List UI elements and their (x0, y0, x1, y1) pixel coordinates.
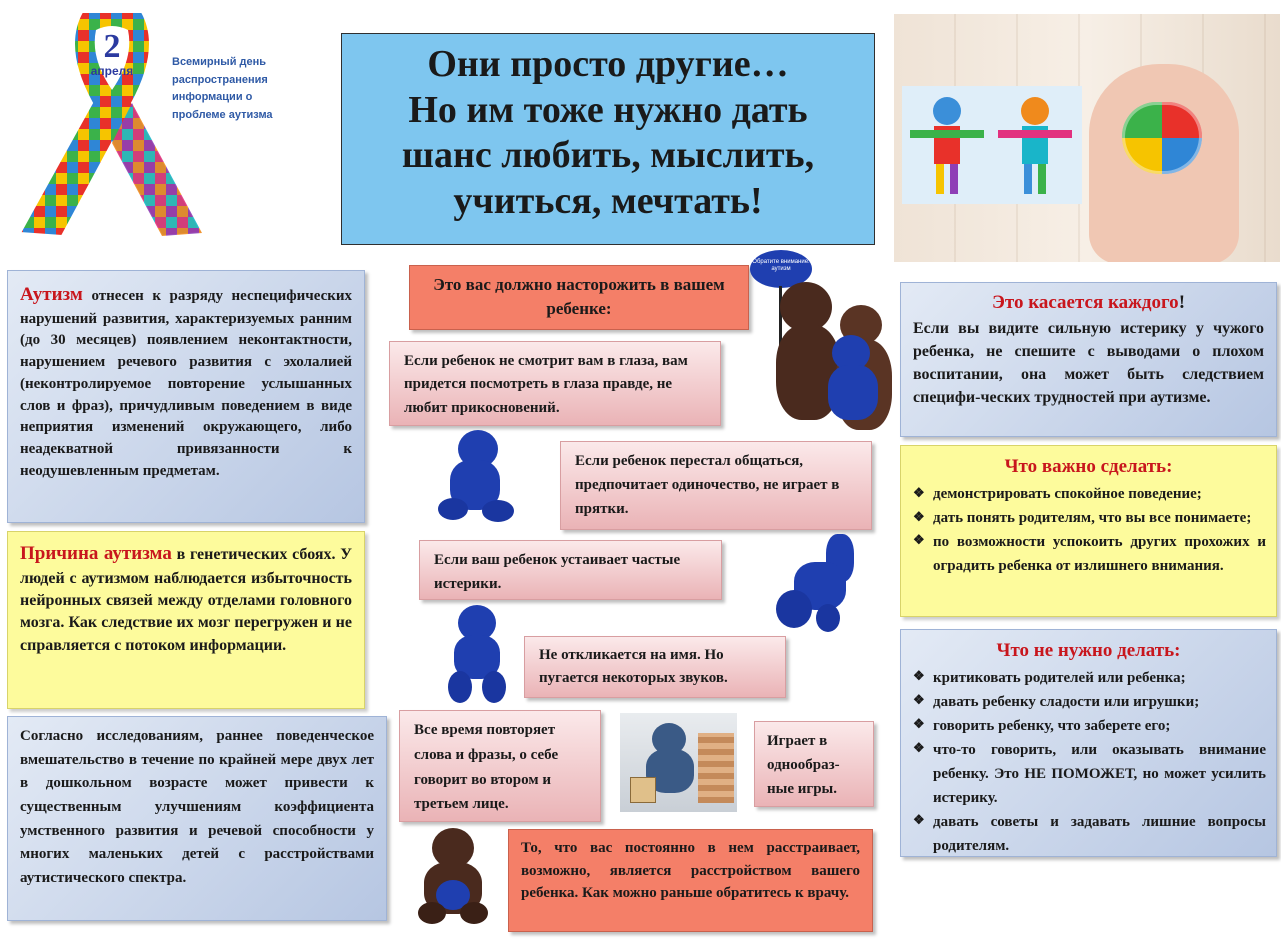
title-line-3: шанс любить, мыслить, (401, 134, 815, 177)
puzzle-heart-icon (1122, 102, 1202, 174)
everyone-exclaim: ! (1178, 292, 1186, 313)
dont-box (900, 629, 1277, 857)
alert-conclusion (508, 829, 873, 932)
title-line-2: Но им тоже нужно дать (408, 88, 808, 131)
autism-definition-box (7, 270, 365, 523)
todo-list (911, 483, 1266, 578)
logo-day-number: 2 (103, 28, 121, 65)
dont-item: ❖ давать советы и задавать лишние вопросы родителям. (911, 810, 1266, 858)
everyone-title: Это касается каждого (991, 292, 1179, 313)
alert-sign-2-text: Если ребенок перестал общаться, предпочитает одиночество, не играет в прятки. (575, 453, 840, 517)
research-text: Согласно исследованиям, раннее поведенческое вмешательство в течение по крайней мере двух лет в дошкольном возрасте может привести к существенным улучшениям коэффициента умственного развития и речевой способности у многих маленьких детей с расстройствами аутистического спектра. (20, 728, 374, 887)
logo-day-month: апреля (90, 64, 134, 78)
autism-definition-text: отнесен к разряду неспецифических нарушений развития, характеризуемых ранним (до 30 месяцев) появлением неконтактности, нарушением речевого развития с эхолалией (неконтролируемое повторение услышанных слов и фраз), причудливым поведением в виде неприятия изменений окружающего, либо неадекватной привязанности к неодушевленным предметам. (20, 288, 353, 479)
hands-heart-photo (894, 14, 1280, 262)
alert-sign-4-text: Не откликается на имя. Но пугается некоторых звуков. (539, 647, 728, 686)
research-box (7, 716, 387, 921)
blue-bear-standing (440, 605, 514, 705)
alert-conclusion-text: То, что вас постоянно в нем расстраивает, возможно, является расстройством вашего ребенка. Как можно раньше обратитесь к врачу. (521, 840, 860, 901)
cause-term: Причина аутизма (20, 543, 172, 564)
title-line-1: Они просто другие… (427, 43, 789, 85)
alert-sign-5-text: Все время повторяет слова и фразы, о себе говорит во втором и третьем лице. (414, 722, 559, 813)
dont-item: ❖ давать ребенку сладости или игрушки; (911, 690, 1266, 714)
autism-term: Аутизм (20, 284, 83, 305)
page-title (341, 33, 875, 245)
alert-header (409, 265, 749, 330)
alert-sign-2 (560, 441, 872, 530)
bear-with-blocks-photo (620, 713, 737, 812)
alert-sign-1-text: Если ребенок не смотрит вам в глаза, вам придется посмотреть в глаза правде, не любит прикосновений. (404, 353, 688, 416)
todo-item: ❖ по возможности успокоить других прохожих и оградить ребенка от излишнего внимания. (911, 530, 1266, 578)
alert-sign-3-text: Если ваш ребенок устаивает частые истерики. (434, 552, 681, 592)
blue-bear-tumbling (776, 534, 858, 634)
awareness-logo (12, 8, 302, 243)
todo-item: ❖ дать понять родителям, что вы все понимаете; (911, 507, 1266, 530)
dont-item: ❖ говорить ребенку, что заберете его; (911, 714, 1266, 738)
sign-icon: Обратите внимание: аутизм (750, 250, 812, 288)
blue-bear-covering-eyes (436, 428, 516, 528)
todo-title: Что важно сделать: (1004, 456, 1173, 477)
alert-sign-6 (754, 721, 874, 807)
bears-with-sign (750, 250, 900, 440)
everyone-title-row (913, 289, 1264, 317)
everyone-text: Если вы видите сильную истерику у чужого ребенка, не спешите с выводами о плохом воспитании, она может быть следствием специфи-ческих трудностей при аутизме. (913, 319, 1264, 407)
dont-item: ❖ критиковать родителей или ребенка; (911, 666, 1266, 690)
alert-sign-6-text: Играет в однообраз-ные игры. (767, 733, 840, 797)
alert-sign-1 (389, 341, 721, 426)
alert-header-text: Это вас должно насторожить в вашем ребенке: (433, 275, 725, 318)
cause-text: в генетических сбоях. У людей с аутизмом наблюдается избыточность нейронных связей между отделами головного мозга. Как следствие их мозг перегружен и не справляется с потоком информации. (20, 546, 353, 654)
logo-caption: Всемирный день распространения информации о проблеме аутизма (172, 56, 273, 121)
alert-sign-4 (524, 636, 786, 698)
todo-box (900, 445, 1277, 617)
everyone-box (900, 282, 1277, 437)
title-line-4: учиться, мечтать! (453, 179, 763, 222)
dont-item: ❖ что-то говорить, или оказывать внимание ребенку. Это НЕ ПОМОЖЕТ, но может усилить истерику. (911, 738, 1266, 810)
autism-cause-box (7, 531, 365, 709)
alert-sign-5 (399, 710, 601, 822)
alert-sign-3 (419, 540, 722, 600)
logo-date (80, 30, 144, 78)
puzzle-children-icon (902, 86, 1082, 204)
dont-list (911, 666, 1266, 858)
todo-item: ❖ демонстрировать спокойное поведение; (911, 483, 1266, 506)
dont-title: Что не нужно делать: (996, 640, 1181, 661)
brown-bear-hugging (412, 828, 494, 926)
